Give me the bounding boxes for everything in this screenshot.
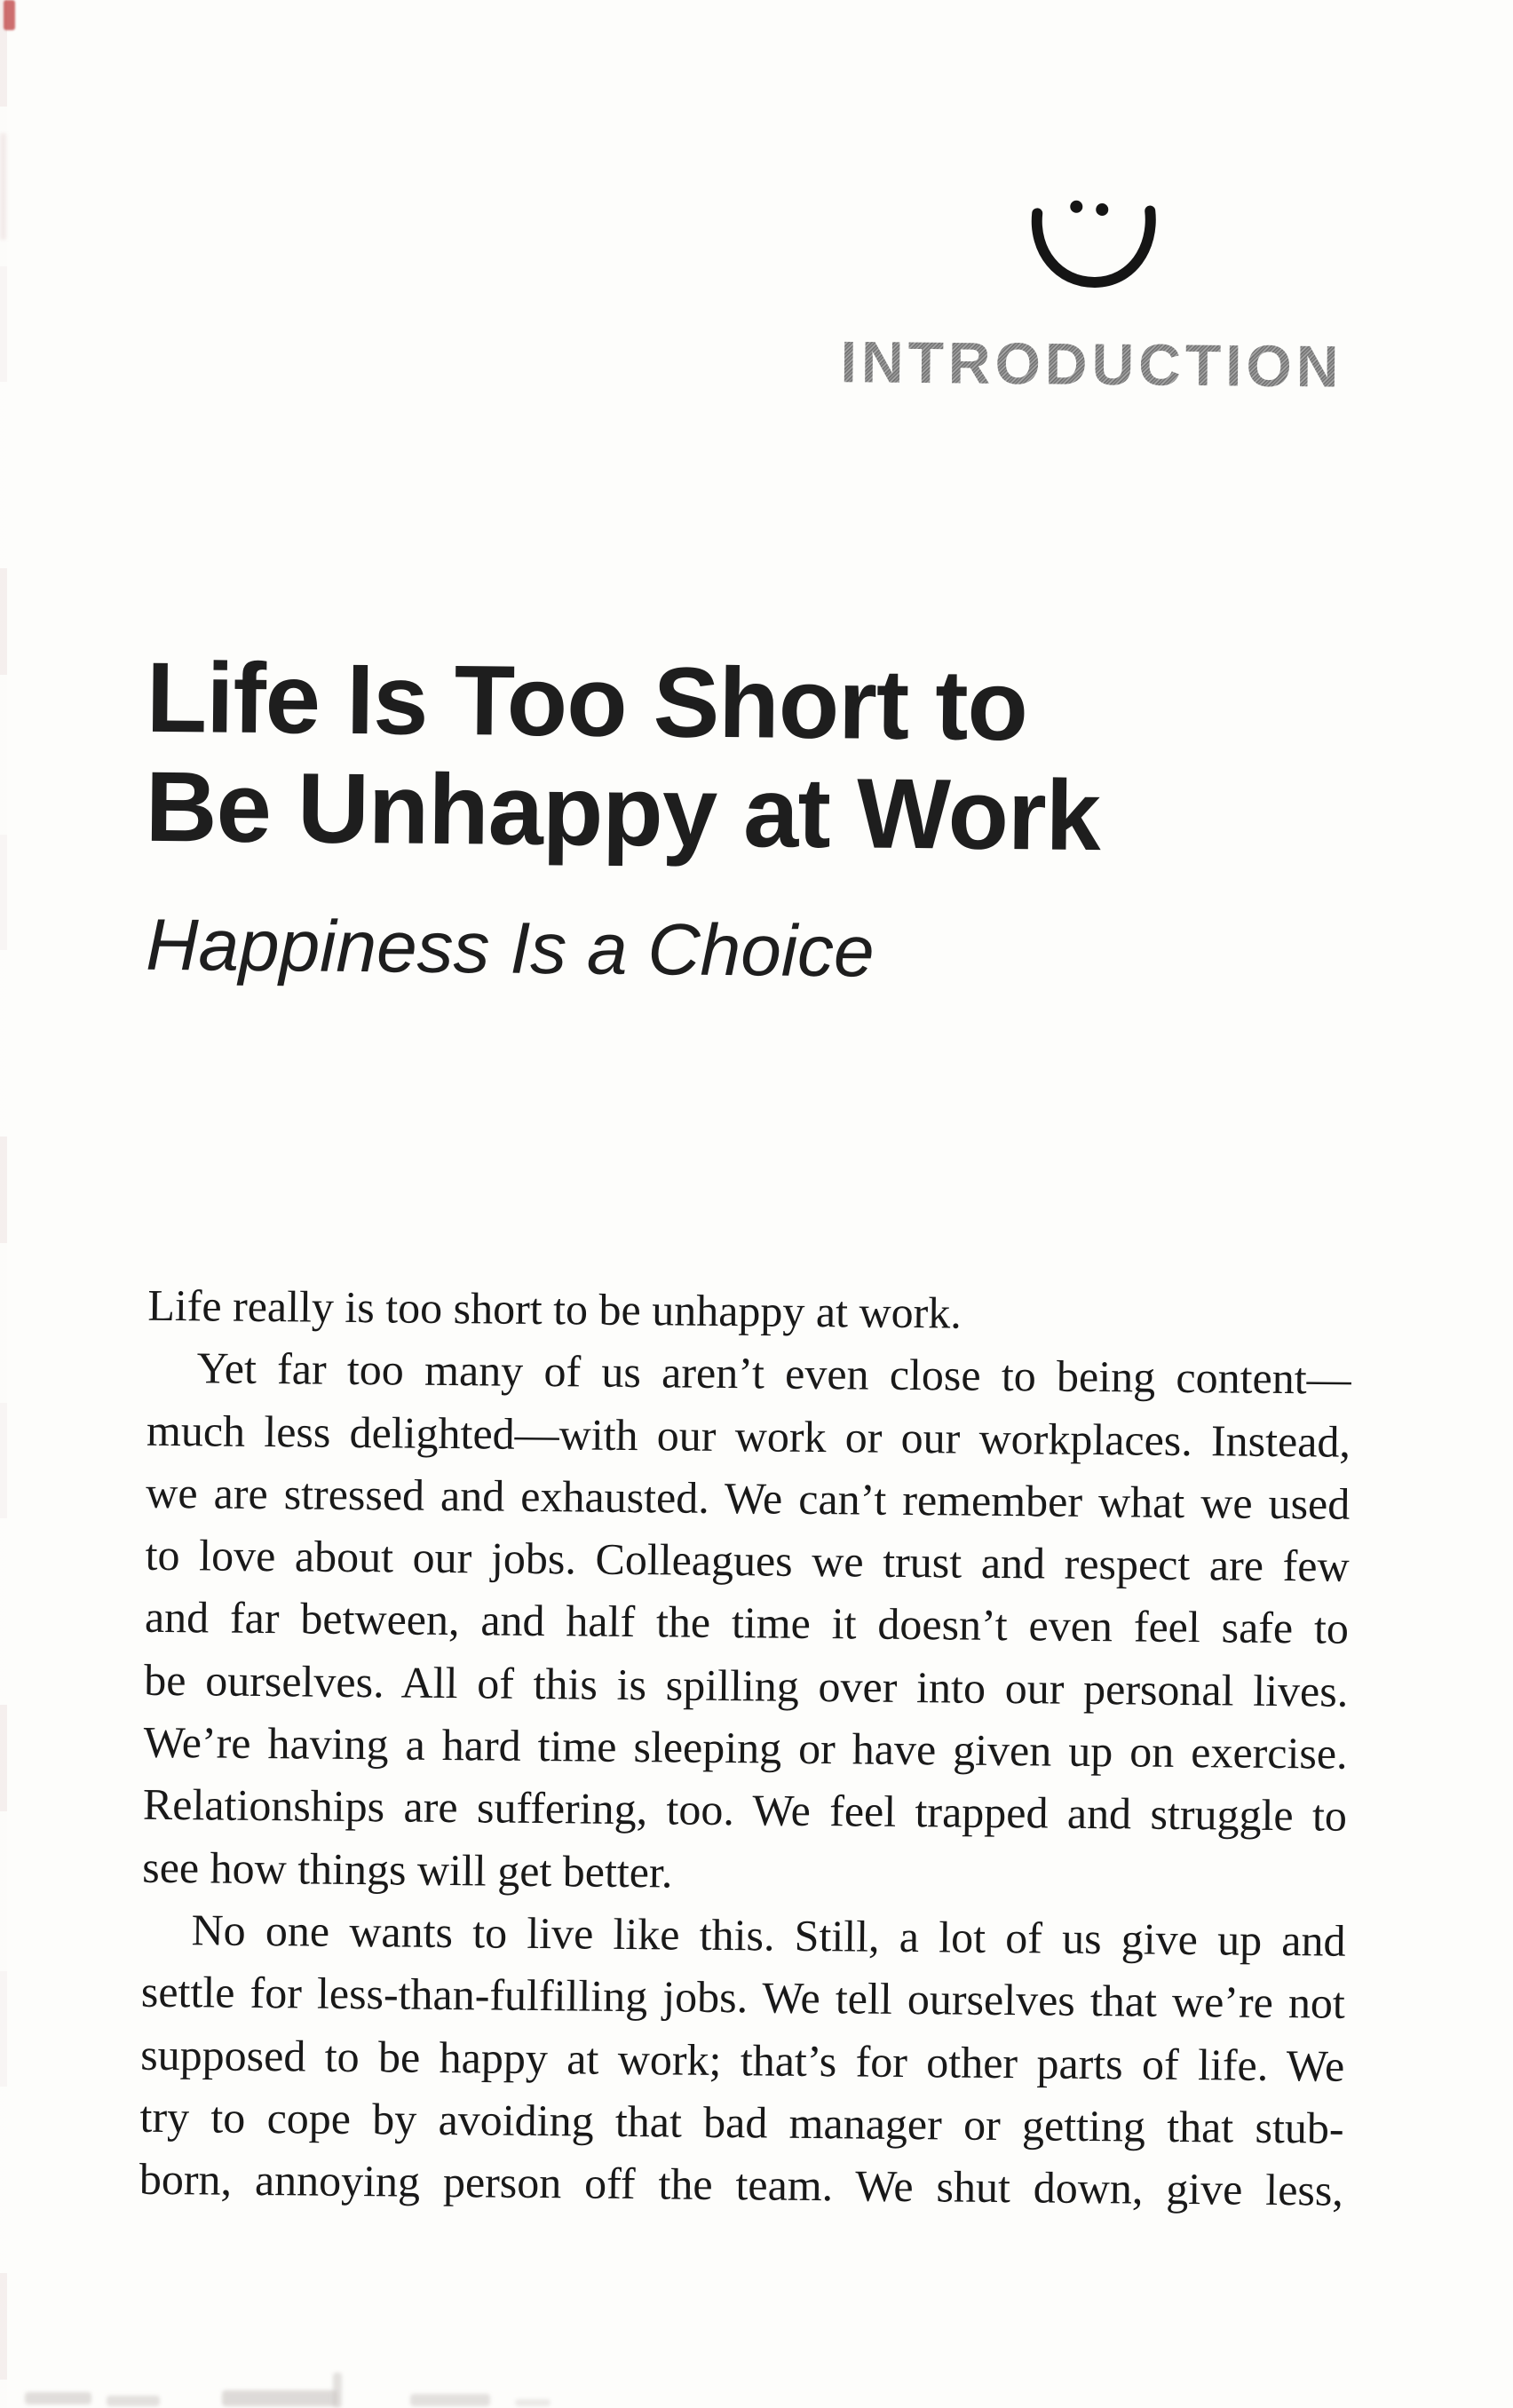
chapter-subtitle: Happiness Is a Choice [145,904,875,993]
body-text-line: born, annoying person off the team. We shut down, give less, [139,2153,1344,2215]
body-text-line: No one wants to live like this. Still, a lot of us give up and [191,1905,1346,1966]
body-text-line: Relationships are suffering, too. We feel trapped and struggle to [142,1779,1348,1842]
body-text-line: Yet far too many of us aren’t even close to being content— [196,1343,1351,1405]
chapter-title-line-2: Be Unhappy at Work [145,750,1101,872]
scan-artifact-smudge [515,2399,551,2406]
scan-artifact-smudge [25,2392,91,2404]
body-text-line: see how things will get better. [142,1842,673,1897]
scan-artifact-smudge [410,2394,490,2406]
body-text-line: to love about our jobs. Colleagues we trust and respect are few [145,1529,1350,1591]
body-text-line: We’re having a hard time sleeping or have given up on exercise. [143,1716,1348,1778]
scan-artifact-smudge [333,2372,342,2408]
scan-artifact-smudge [107,2396,160,2406]
body-text-line: much less delighted—with our work or our workplaces. Instead, [146,1405,1351,1467]
scan-artifact-left-edge [0,0,7,2408]
body-text-line: supposed to be happy at work; that’s for other parts of life. We [139,2029,1345,2091]
chapter-title-line-1: Life Is Too Short to [146,641,1028,762]
scan-artifact-smudge [222,2390,337,2406]
body-text-line: be ourselves. All of this is spilling over into our personal lives. [144,1654,1349,1716]
body-text-line: we are stressed and exhausted. We can’t remember what we used [146,1467,1351,1529]
chapter-label: INTRODUCTION [840,329,1343,400]
body-text-line: and far between, and half the time it doesn’t even feel safe to [144,1592,1350,1654]
body-text-line: Life really is too short to be unhappy at work. [147,1279,962,1338]
body-text [139,1274,1352,2222]
body-text-line: settle for less-than-fulfilling jobs. We tell ourselves that we’re not [140,1966,1346,2029]
smiley-face-icon [1029,195,1159,296]
chapter-title [145,643,1102,870]
body-text-line: try to cope by avoiding that bad manager or getting that stub- [139,2091,1344,2153]
scan-artifact-pink-smudge [0,133,6,240]
scan-artifact-red-mark [4,0,15,30]
